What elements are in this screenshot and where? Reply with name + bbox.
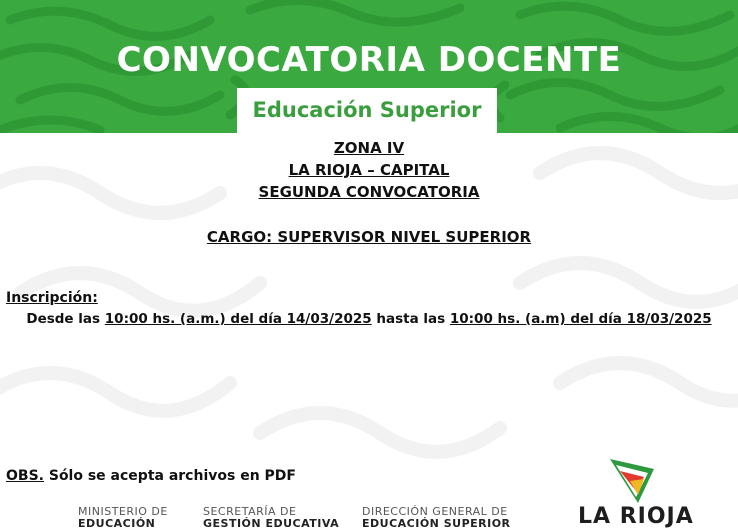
zona-heading: ZONA IV xyxy=(333,139,405,157)
inscripcion-dates xyxy=(0,311,738,327)
end-date: 10:00 hs. (a.m) del día 18/03/2025 xyxy=(449,311,712,327)
footer-org-secretaria xyxy=(203,506,339,530)
org-line1: MINISTERIO DE xyxy=(78,505,168,518)
inscripcion-label: Inscripción: xyxy=(6,290,98,306)
la-rioja-logo-text: LA RIOJA xyxy=(578,504,694,529)
footer-org-ministerio xyxy=(78,506,168,530)
convocatoria-heading: SEGUNDA CONVOCATORIA xyxy=(258,183,480,201)
org-line1: DIRECCIÓN GENERAL DE xyxy=(362,505,508,518)
banner-title: CONVOCATORIA DOCENTE xyxy=(116,40,622,80)
cargo-heading: CARGO: SUPERVISOR NIVEL SUPERIOR xyxy=(206,228,532,246)
hasta-text: hasta las xyxy=(376,311,446,327)
desde-text: Desde las xyxy=(26,311,101,327)
obs-text: Sólo se acepta archivos en PDF xyxy=(48,468,296,484)
lugar-heading: LA RIOJA – CAPITAL xyxy=(288,161,450,179)
org-line2: GESTIÓN EDUCATIVA xyxy=(203,517,340,530)
org-line2: EDUCACIÓN SUPERIOR xyxy=(362,517,511,530)
org-line1: SECRETARÍA DE xyxy=(203,505,297,518)
start-date: 10:00 hs. (a.m.) del día 14/03/2025 xyxy=(104,311,372,327)
obs-label: OBS. xyxy=(6,468,44,484)
obs-note xyxy=(6,468,296,484)
banner-subtitle: Educación Superior xyxy=(237,88,497,133)
org-line2: EDUCACIÓN xyxy=(78,517,156,530)
footer-org-direccion xyxy=(362,506,511,530)
header-banner xyxy=(0,0,738,133)
